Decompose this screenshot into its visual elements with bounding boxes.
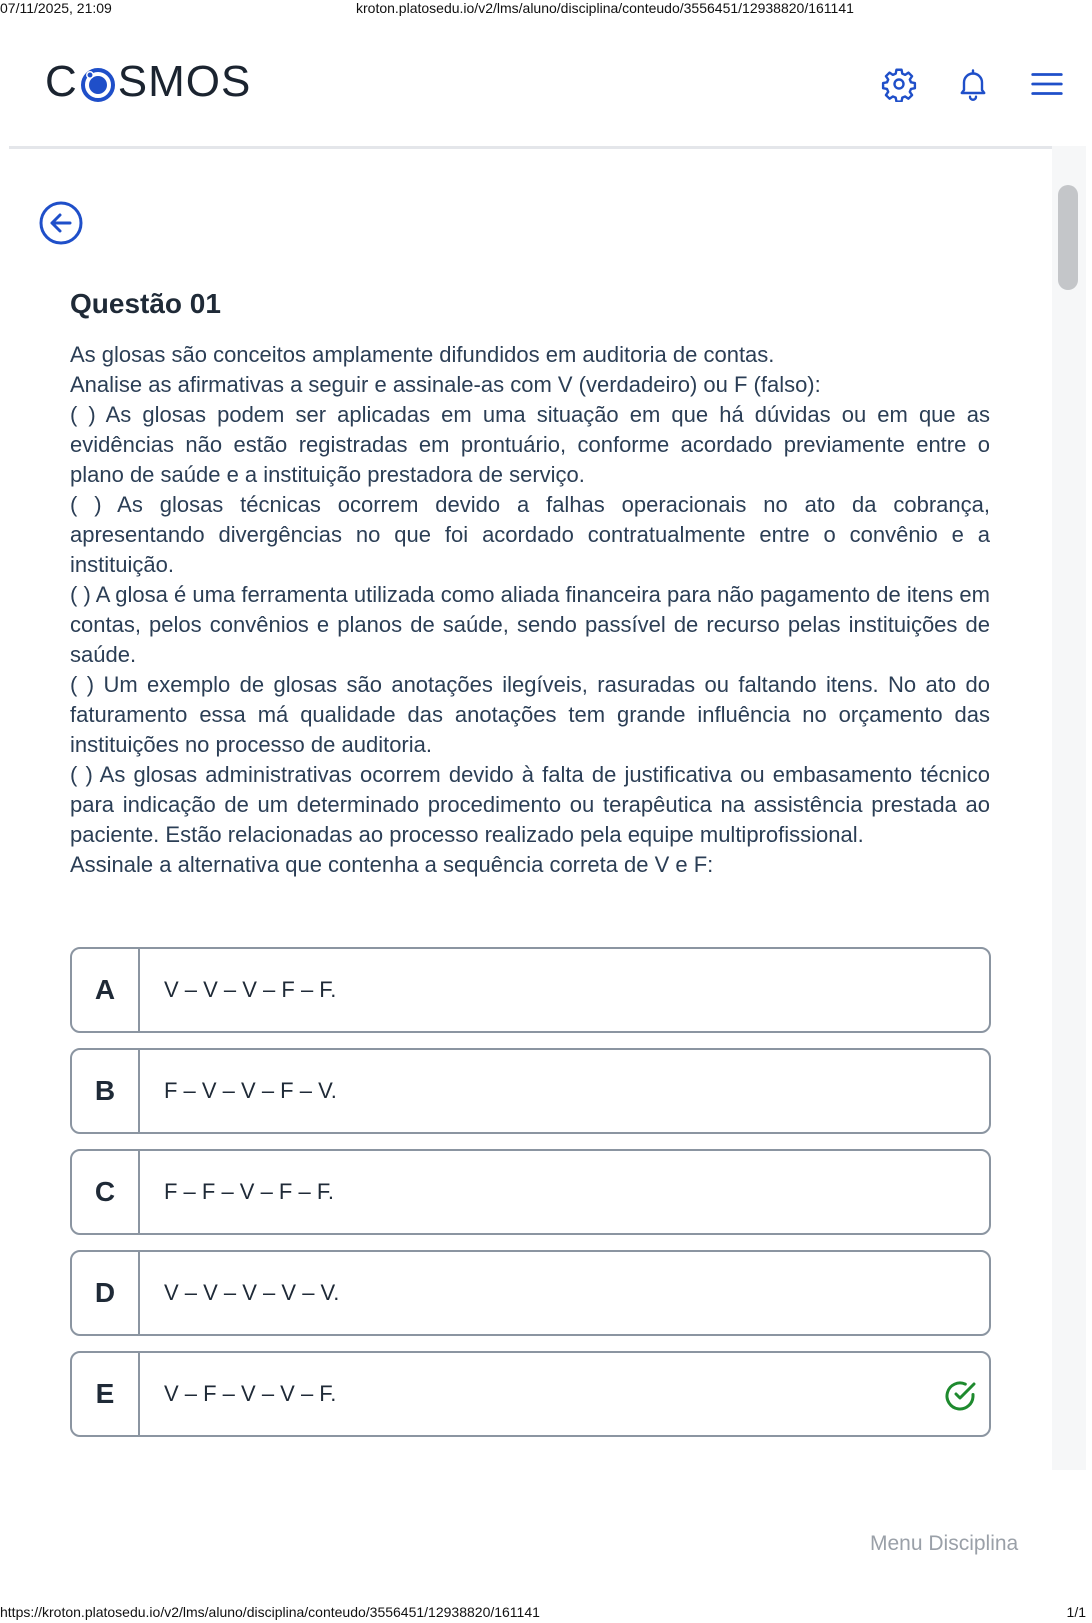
print-date: 07/11/2025, 21:09: [0, 0, 112, 16]
bell-icon: [955, 66, 991, 102]
option-text: V – V – V – F – F.: [164, 977, 337, 1002]
logo-suffix: SMOS: [117, 57, 252, 106]
answer-options: [70, 947, 991, 1452]
settings-button[interactable]: [879, 64, 919, 104]
question-paragraph: Analise as afirmativas a seguir e assinale-as com V (verdadeiro) ou F (falso):: [70, 372, 821, 397]
option-b[interactable]: [70, 1048, 991, 1134]
question-prompt: Assinale a alternativa que contenha a sequência correta de V e F:: [70, 852, 714, 877]
back-button[interactable]: [38, 200, 84, 246]
option-a[interactable]: [70, 947, 991, 1033]
arrow-left-circle-icon: [38, 200, 84, 246]
statement-2: ( ) As glosas técnicas ocorrem devido a falhas operacionais no ato da cobrança, apresentando divergências no que foi acordado contratualmente entre o convênio e a instituição.: [70, 492, 990, 577]
print-footer: [0, 1604, 1092, 1620]
statement-4: ( ) Um exemplo de glosas são anotações ilegíveis, rasuradas ou faltando itens. No ato do faturamento essa má qualidade das anotações tem grande influência no orçamento das instituições no processo de auditoria.: [70, 672, 990, 757]
statement-3: ( ) A glosa é uma ferramenta utilizada como aliada financeira para não pagamento de itens em contas, pelos convênios e planos de saúde, sendo passível de recurso pelas instituições de saúde.: [70, 582, 990, 667]
option-d[interactable]: [70, 1250, 991, 1336]
menu-disciplina-link[interactable]: Menu Disciplina: [870, 1532, 1019, 1555]
option-letter: B: [72, 1050, 140, 1132]
logo[interactable]: [45, 58, 251, 106]
print-url: kroton.platosedu.io/v2/lms/aluno/disciplina/conteudo/3556451/12938820/161141: [356, 0, 854, 16]
option-text: V – F – V – V – F.: [164, 1381, 337, 1406]
print-page-number: 1/1: [1066, 1604, 1086, 1620]
question-title: Questão 01: [70, 288, 221, 319]
option-text: F – V – V – F – V.: [164, 1078, 337, 1103]
option-text: F – F – V – F – F.: [164, 1179, 334, 1204]
notifications-button[interactable]: [953, 64, 993, 104]
print-full-url: https://kroton.platosedu.io/v2/lms/aluno/disciplina/conteudo/3556451/12938820/161141: [0, 1604, 540, 1620]
option-c[interactable]: [70, 1149, 991, 1235]
header-icons: [879, 64, 1067, 104]
menu-button[interactable]: [1027, 64, 1067, 104]
logo-o-icon: [80, 64, 116, 100]
option-text: V – V – V – V – V.: [164, 1280, 340, 1305]
option-letter: D: [72, 1252, 140, 1334]
statement-5: ( ) As glosas administrativas ocorrem devido à falta de justificativa ou embasamento técnico para indicação de um determinado procedimento ou terapêutica na assistência prestada ao paciente. Estão relacionadas ao processo realizado pela equipe multiprofissional.: [70, 762, 990, 847]
option-e[interactable]: [70, 1351, 991, 1437]
print-header: [0, 0, 1092, 16]
scrollbar-thumb[interactable]: [1058, 185, 1078, 290]
option-letter: A: [72, 949, 140, 1031]
question-body: [70, 340, 990, 880]
question-paragraph: As glosas são conceitos amplamente difundidos em auditoria de contas.: [70, 342, 775, 367]
option-letter: E: [72, 1353, 140, 1435]
scrollbar-track[interactable]: [1052, 146, 1086, 1470]
gear-icon: [881, 66, 917, 102]
logo-prefix: C: [45, 57, 78, 106]
check-circle-icon: [943, 1379, 977, 1413]
statement-1: ( ) As glosas podem ser aplicadas em uma situação em que há dúvidas ou em que as evidências não estão registradas em prontuário, conforme acordado previamente entre o plano de saúde e a instituição prestadora de serviço.: [70, 402, 990, 487]
app-header: [9, 40, 1085, 149]
menu-icon: [1028, 65, 1066, 103]
option-letter: C: [72, 1151, 140, 1233]
